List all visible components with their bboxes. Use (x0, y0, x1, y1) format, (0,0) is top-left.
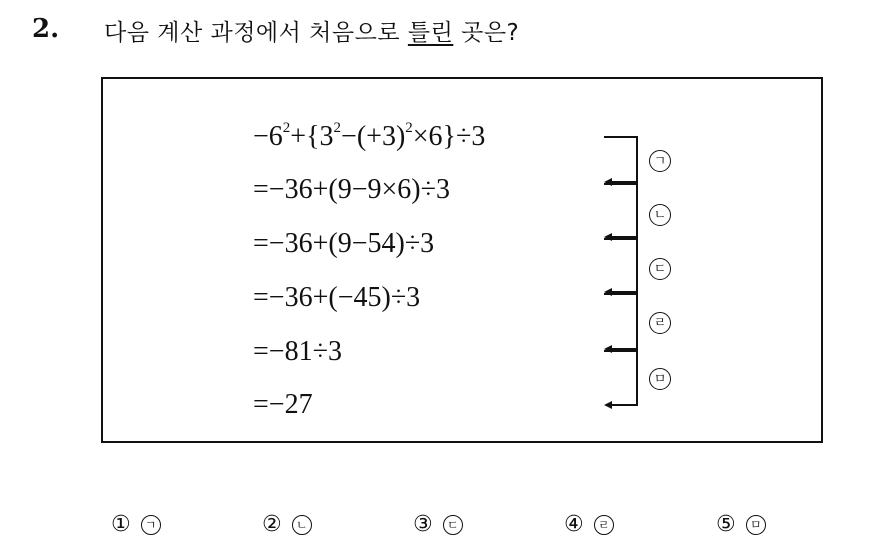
choice-3-number: ③ (413, 512, 433, 537)
step-0-part-d: ×6}÷3 (412, 121, 486, 152)
arrow-1 (604, 137, 637, 182)
step-0-exponent-2: 2 (333, 120, 342, 136)
step-0-part-b: +{3 (290, 121, 334, 152)
choice-2-mark: ㄴ (292, 515, 312, 535)
step-marker-3: ㄷ (649, 258, 671, 280)
question-number: 2. (32, 14, 60, 44)
step-marker-4: ㄹ (649, 312, 671, 334)
step-4-expression: =−81÷3 (253, 336, 342, 367)
choice-5-mark: ㅁ (746, 515, 766, 535)
choice-4-mark: ㄹ (594, 515, 614, 535)
arrow-5 (604, 351, 637, 405)
choice-4[interactable] (564, 512, 614, 537)
step-0-exponent-3: 2 (405, 120, 413, 136)
step-0-part-a: −6 (253, 121, 283, 152)
arrow-4 (604, 294, 637, 349)
step-0-part-c: −(+3) (341, 121, 406, 152)
step-2-expression: =−36+(9−54)÷3 (253, 228, 435, 259)
choice-4-number: ④ (564, 512, 584, 537)
question-text-before: 다음 계산 과정에서 처음으로 (104, 20, 408, 46)
choice-5-number: ⑤ (716, 512, 736, 537)
step-marker-2: ㄴ (649, 204, 671, 226)
step-3-expression: =−36+(−45)÷3 (253, 282, 421, 313)
question-underlined-word: 틀린 (407, 20, 454, 46)
step-5-expression: =−27 (253, 389, 313, 420)
choice-1[interactable] (111, 512, 161, 537)
choice-3[interactable] (413, 512, 463, 537)
choice-2[interactable] (262, 512, 312, 537)
choice-1-mark: ㄱ (141, 515, 161, 535)
step-marker-5: ㅁ (649, 368, 671, 390)
choice-2-number: ② (262, 512, 282, 537)
step-1-expression: =−36+(9−9×6)÷3 (253, 174, 450, 205)
choice-3-mark: ㄷ (443, 515, 463, 535)
arrowhead-5 (604, 401, 612, 409)
choice-5[interactable] (716, 512, 766, 537)
step-0-exponent-1: 2 (282, 120, 291, 136)
arrow-2 (604, 184, 637, 237)
arrow-3 (604, 239, 637, 292)
question-text-after: 곳은? (453, 20, 520, 46)
step-marker-1: ㄱ (649, 150, 671, 172)
choice-1-number: ① (111, 512, 131, 537)
